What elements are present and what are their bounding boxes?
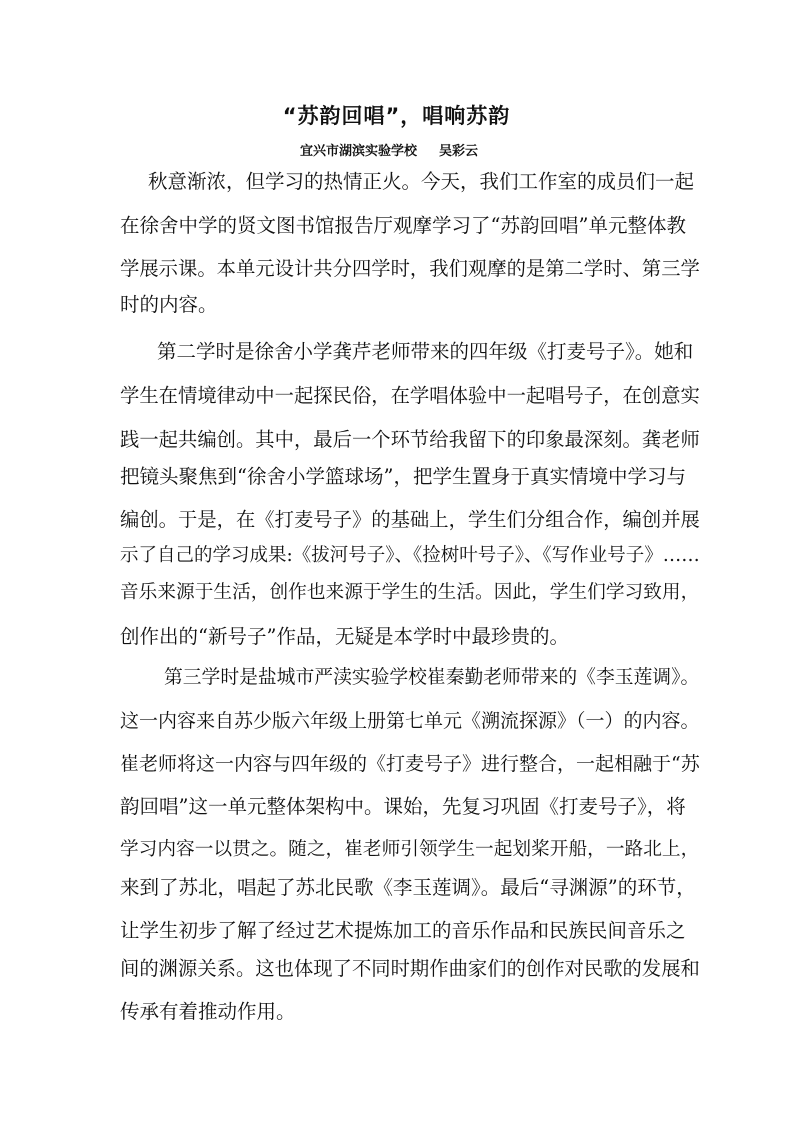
paragraph-3-line-1: 第三学时是盐城市严渎实验学校崔秦勤老师带来的《李玉莲调》。 [164, 667, 700, 688]
paragraph-3-line-4: 韵回唱”这一单元整体架构中。课始，先复习巩固《打麦号子》，将 [120, 795, 686, 818]
paragraph-1-line-3: 学展示课。本单元设计共分四学时，我们观摩的是第二学时、第三学 [120, 257, 700, 280]
school-name: 宜兴市湖滨实验学校 [300, 144, 418, 159]
paragraph-3-line-2: 这一内容来自苏少版六年级上册第七单元《溯流探源》（一）的内容。 [120, 710, 700, 732]
paragraph-1-line-2: 在徐舍中学的贤文图书馆报告厅观摩学习了“苏韵回唱”单元整体教 [120, 214, 686, 237]
paragraph-2-line-4: 把镜头聚焦到“徐舍小学篮球场”，把学生置身于真实情境中学习与 [120, 465, 686, 488]
paragraph-2-line-1: 第二学时是徐舍小学龚芹老师带来的四年级《打麦号子》。她和 [157, 340, 694, 363]
paragraph-1-line-1: 秋意渐浓，但学习的热情正火。今天，我们工作室的成员们一起 [148, 170, 695, 193]
document-title: “苏韵回唱”，唱响苏韵 [282, 104, 511, 128]
paragraph-3-line-7: 让学生初步了解了经过艺术提炼加工的音乐作品和民族民间音乐之 [120, 919, 686, 942]
paragraph-2-line-5: 编创。于是，在《打麦号子》的基础上，学生们分组合作，编创并展 [120, 508, 700, 531]
paragraph-2-line-6: 示了自己的学习成果:《拔河号子》、《捡树叶号子》、《写作业号子》…… [120, 545, 700, 566]
paragraph-2-line-8: 创作出的“新号子”作品，无疑是本学时中最珍贵的。 [120, 625, 569, 648]
paragraph-3-line-3: 崔老师将这一内容与四年级的《打麦号子》进行整合，一起相融于“苏 [120, 753, 700, 775]
paragraph-2-line-3: 践一起共编创。其中，最后一个环节给我留下的印象最深刻。龚老师 [120, 428, 700, 451]
byline [300, 140, 478, 159]
author-name: 吴彩云 [439, 144, 479, 159]
paragraph-2-line-7: 音乐来源于生活，创作也来源于学生的生活。因此，学生们学习致用， [120, 582, 700, 603]
paragraph-3-line-9: 传承有着推动作用。 [120, 1000, 296, 1023]
paragraph-3-line-8: 间的渊源关系。这也体现了不同时期作曲家们的创作对民歌的发展和 [120, 957, 700, 980]
paragraph-2-line-2: 学生在情境律动中一起探民俗，在学唱体验中一起唱号子，在创意实 [120, 384, 700, 407]
paragraph-3-line-6: 来到了苏北，唱起了苏北民歌《李玉莲调》。最后“寻渊源”的环节， [120, 876, 696, 899]
paragraph-3-line-5: 学习内容一以贯之。随之，崔老师引领学生一起划桨开船，一路北上， [120, 839, 700, 860]
paragraph-1-line-4: 时的内容。 [120, 293, 218, 316]
